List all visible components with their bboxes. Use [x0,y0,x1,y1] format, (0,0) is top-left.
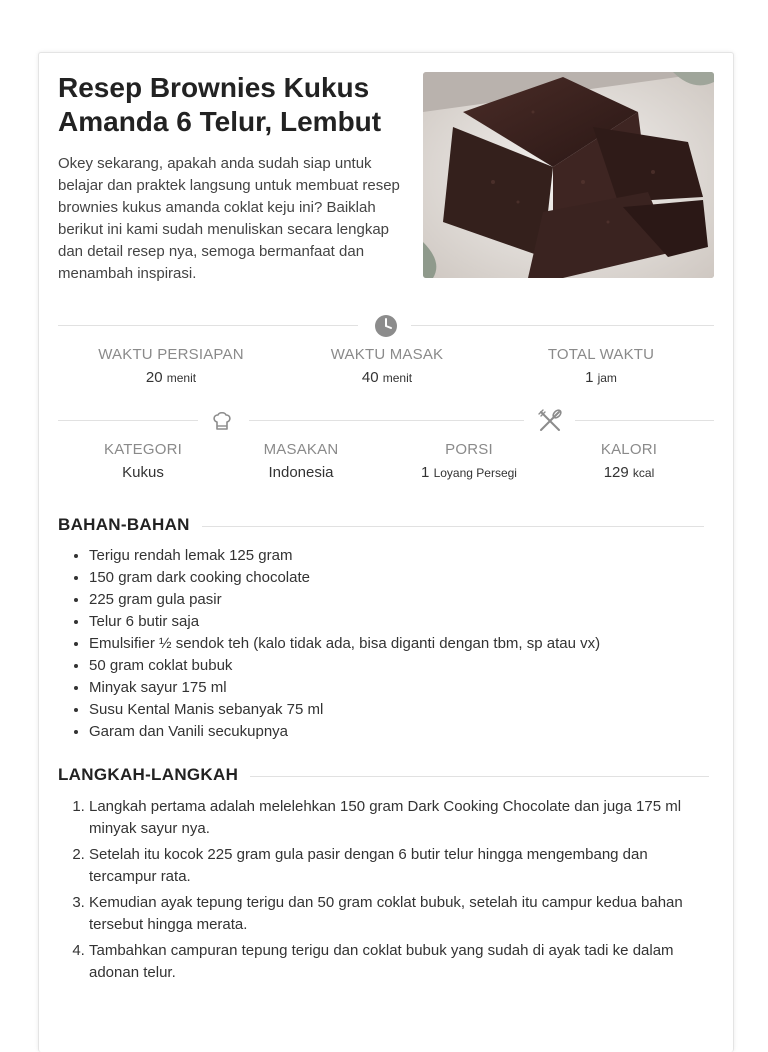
cuisine-label: MASAKAN [263,441,339,458]
time-divider-right [411,325,714,326]
list-item: • Garam dan Vanili secukupnya [89,721,709,743]
list-item: • Minyak sayur 175 ml [89,677,709,699]
cook-time-label: WAKTU MASAK [330,346,444,363]
steps-title: LANGKAH-LANGKAH [58,765,250,785]
total-time-unit: jam [597,371,617,385]
servings-label: PORSI [445,441,493,458]
time-divider-left [58,325,358,326]
prep-time-label: WAKTU PERSIAPAN [98,346,244,363]
details-divider-middle [249,420,524,421]
calories-value: 129 [603,464,629,481]
servings-unit: Loyang Persegi [433,466,517,480]
total-time-value: 1 [585,369,594,386]
list-item: • Emulsifier ½ sendok teh (kalo tidak ada, bisa diganti dengan tbm, sp atau vx) [89,633,709,655]
calories-label: KALORI [600,441,658,458]
details-divider-right [575,420,714,421]
total-time-label: TOTAL WAKTU [547,346,655,363]
cuisine [221,440,381,484]
ingredients-title: BAHAN-BAHAN [58,515,202,535]
list-item: • 225 gram gula pasir [89,589,709,611]
fork-knife-icon [535,406,565,436]
total-time [501,345,701,389]
list-item: • 50 gram coklat bubuk [89,655,709,677]
cuisine-value: Indonesia [268,464,334,481]
chef-hat-icon [207,406,237,436]
list-item: • 150 gram dark cooking chocolate [89,567,709,589]
steps-list [89,796,714,988]
category [63,440,223,484]
prep-time-value: 20 [145,369,163,386]
list-item: 1. Langkah pertama adalah melelehkan 150 gram Dark Cooking Chocolate dan juga 175 ml minyak sayur nya. [89,796,714,840]
recipe-intro: Okey sekarang, apakah anda sudah siap untuk belajar dan praktek langsung untuk membuat resep brownies kukus amanda coklat keju ini? Baiklah berikut ini kami sudah menuliskan secara lengkap dan detail resep nya, semoga bermanfaat dan menambah inspirasi. [58,155,400,282]
cook-time-unit: menit [382,371,413,385]
calories [549,440,709,484]
list-item: 2. Setelah itu kocok 225 gram gula pasir dengan 6 butir telur hingga mengembang dan tercampur rata. [89,844,714,888]
category-value: Kukus [122,464,164,481]
calories-unit: kcal [632,466,655,480]
cook-time-value: 40 [361,369,379,386]
category-label: KATEGORI [104,441,182,458]
cook-time [287,345,487,389]
prep-time [71,345,271,389]
details-divider-left [58,420,198,421]
list-item: 3. Kemudian ayak tepung terigu dan 50 gram coklat bubuk, setelah itu campur kedua bahan tersebut hingga merata. [89,892,714,936]
servings-value: 1 [421,464,430,481]
prep-time-unit: menit [166,371,197,385]
recipe-title: Resep Brownies Kukus Amanda 6 Telur, Lembut [58,72,382,137]
recipe-photo [423,72,714,278]
list-item: • Telur 6 butir saja [89,611,709,633]
recipe-card [38,52,734,1052]
ingredients-list [89,545,709,743]
list-item: • Terigu rendah lemak 125 gram [89,545,709,567]
list-item: 4. Tambahkan campuran tepung terigu dan coklat bubuk yang sudah di ayak tadi ke dalam adonan telur. [89,940,714,984]
list-item: • Susu Kental Manis sebanyak 75 ml [89,699,709,721]
servings [369,440,569,484]
clock-icon [371,311,401,341]
